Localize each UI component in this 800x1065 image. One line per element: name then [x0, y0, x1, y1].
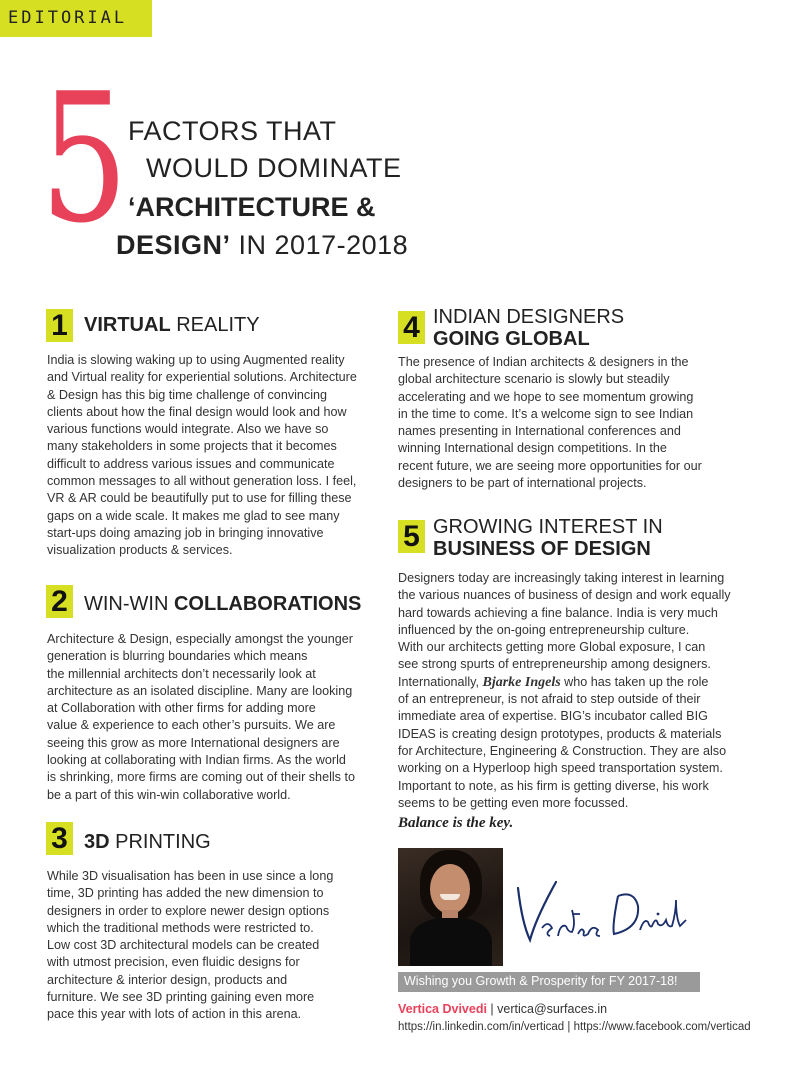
author-links — [398, 1021, 751, 1033]
author-photo — [398, 848, 503, 966]
section-1-body: India is slowing waking up to using Augmented reality and Virtual reality for experiential solutions. Architecture & Design has this big time challenge of convincing clients about how the final design would look and how various functions would integrate. Also we have so many stakeholders in some projects that it becomes difficult to address various issues and communicate common messages to all without generation loss. I feel, VR & AR could be beautifully put to use for filling these gaps on a wide scale. It makes me glad to see many start-ups doing amazing job in bringing innovative visualization products & services. — [47, 353, 357, 558]
section-3-number: 3 — [46, 822, 73, 855]
section-2-number: 2 — [46, 585, 73, 618]
section-4-number: 4 — [398, 311, 425, 344]
greeting-banner — [398, 972, 700, 992]
headline-line-2: WOULD DOMINATE — [146, 153, 402, 183]
author-email[interactable]: vertica@surfaces.in — [497, 1002, 608, 1016]
author-name: Vertica Dvivedi — [398, 1002, 487, 1016]
section-4-heading-line-1: INDIAN DESIGNERS — [433, 306, 625, 328]
headline-number: 5 — [40, 55, 129, 262]
section-3-body: While 3D visualisation has been in use since a long time, 3D printing has added the new dimension to designers in order to explore newer design options which the traditional methods were restricted to. Low cost 3D architectural models can be created with utmost precision, even fluidic designs for architecture & interior design, products and furniture. We see 3D printing gaining even more pace this year with lots of action in this arena. — [47, 869, 334, 1022]
links-separator: | — [564, 1021, 574, 1033]
section-tag — [0, 0, 152, 37]
headline-line-4-rest: IN 2017-2018 — [230, 230, 409, 260]
section-5-body-part-2: who has taken up the role of an entrepreneur, is not afraid to step outside of their immediate area of expertise. BIG’s incubator called BIG IDEAS is creating design prototypes, products & materials for Architecture, Engineering & Construction. They are also working on a Hyperloop high speed transportation system. Important to note, as his firm is getting diverse, his work seems to be getting even more focussed. — [398, 674, 727, 810]
section-1-heading-bold: VIRTUAL — [84, 314, 171, 336]
greeting-banner-text: Wishing you Growth & Prosperity for FY 2017-18! — [404, 974, 678, 988]
section-3-heading-rest: PRINTING — [109, 831, 211, 853]
section-5-body-part-1: Designers today are increasingly taking interest in learning the various nuances of business of design and work equally hard towards achieving a fine balance. India is very much influenced by the on-going entrepreneurship culture. With our architects getting more Global exposure, I can see strong spurts of entrepreneurship among designers. Internationally, — [398, 571, 731, 689]
section-2-heading-rest: WIN-WIN — [84, 593, 174, 615]
closing-quote: Balance is the key. — [398, 815, 514, 831]
section-4-body: The presence of Indian architects & designers in the global architecture scenario is slowly but steadily accelerating and we hope to see momentum growing in the time to come. It’s a welcome sign to see Indian names presenting in International conferences and winning International design competitions. In the recent future, we are seeing more opportunities for our designers to be part of international projects. — [398, 355, 702, 491]
author-credit-separator: | — [486, 1002, 498, 1016]
section-1-heading — [84, 314, 260, 336]
section-2-heading-bold: COLLABORATIONS — [173, 593, 362, 615]
section-4-heading-line-2: GOING GLOBAL — [433, 328, 590, 350]
linkedin-link[interactable]: https://in.linkedin.com/in/verticad — [398, 1021, 565, 1033]
section-tag-label: EDITORIAL — [8, 8, 128, 28]
author-signature — [508, 848, 700, 966]
section-5-number: 5 — [398, 520, 425, 553]
section-5-body-name: Bjarke Ingels — [482, 674, 561, 690]
headline-line-3: ‘ARCHITECTURE & — [128, 192, 376, 222]
section-2-body: Architecture & Design, especially amongst the younger generation is blurring boundaries which means the millennial architects don’t necessarily look at architecture as an isolated discipline. Many are looking at Collaboration with other firms for adding more value & experience to each other’s pursuits. We are seeing this grow as more International designers are looking at collaborating with Indian firms. As the world is shrinking, more firms are coming out of their shells to be a part of this win-win collaborative world. — [47, 632, 355, 802]
section-3-heading-bold: 3D — [84, 831, 110, 853]
section-5-heading-line-1: GROWING INTEREST IN — [433, 516, 663, 538]
section-1-number: 1 — [46, 309, 73, 342]
section-5-heading-line-2: BUSINESS OF DESIGN — [433, 538, 651, 560]
headline-line-4 — [116, 228, 408, 262]
headline-line-1: FACTORS THAT — [128, 116, 337, 146]
section-3-heading — [84, 831, 211, 853]
section-5-body — [398, 570, 768, 812]
section-2-heading — [84, 593, 361, 615]
facebook-link[interactable]: https://www.facebook.com/verticad — [573, 1021, 751, 1033]
headline-line-4-bold: DESIGN’ — [116, 230, 231, 260]
section-1-heading-rest: REALITY — [170, 314, 260, 336]
author-credit — [398, 1002, 607, 1016]
